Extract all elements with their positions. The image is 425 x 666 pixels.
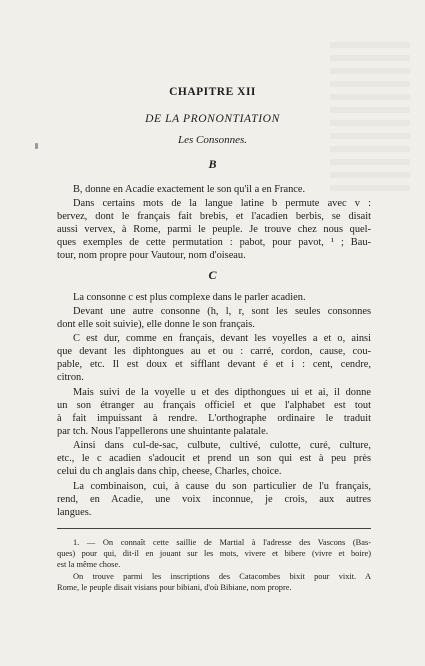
text-line: tour, nom propre pour Vautour, nom d'oiseau. — [57, 250, 246, 262]
text-line: La consonne c est plus complexe dans le parler acadien. — [73, 292, 306, 303]
text-line: B, donne en Acadie exactement le son qu'il a en France. — [73, 184, 306, 195]
text-line: etc., le c acadien s'adoucit et prend un son qui est à peu près — [57, 453, 371, 465]
paragraph-c-4 — [57, 386, 371, 438]
text-line: citron. — [57, 372, 84, 384]
text-line: pable, etc. Il est doux et sifflant devant é et i : cent, cendre, — [57, 359, 371, 371]
text-line: ques exemples de cette permutation : pabot, pour pavot, ¹ ; Bau- — [57, 237, 371, 249]
text-line: Mais suivi de la voyelle u et des dipthongues ui et ai, il donne — [73, 387, 371, 398]
footnote-divider — [57, 528, 371, 529]
subsection-heading: Les Consonnes. — [177, 134, 248, 146]
text-line: celui du ch anglais dans chip, cheese, Charles, choice. — [57, 466, 282, 478]
paragraph-b-1 — [57, 183, 371, 196]
text-line: bervez, dont le français fait brebis, et l'acadien berbis, se disait — [57, 211, 371, 223]
footnote-line: 1. — On connaît cette saillie de Martial à l'adresse des Vascons (Bas- — [73, 538, 371, 547]
footnote-1 — [57, 537, 371, 570]
footnote-line: ques) pour qui, dit-il en jouant sur les mots, vivere et bibere (vivre et boire) — [57, 549, 371, 558]
paragraph-c-2 — [57, 305, 371, 331]
text-line: que devant les diphtongues au et ou : carré, cordon, cause, cou- — [57, 346, 371, 358]
chapter-heading: CHAPITRE XII — [169, 86, 256, 98]
text-line: par tch. Nous l'appellerons une shuintante palatale. — [57, 426, 269, 438]
paragraph-c-5 — [57, 439, 371, 478]
paragraph-c-3 — [57, 332, 371, 384]
text-line: Dans certains mots de la langue latine b permute avec v : — [73, 198, 371, 209]
paragraph-c-1 — [57, 291, 371, 304]
section-heading: DE LA PRONONTIATION — [145, 113, 280, 125]
paragraph-c-6 — [57, 480, 371, 519]
footnote-line: On trouve parmi les inscriptions des Catacombes bixit pour vixit. A — [73, 572, 371, 581]
text-line: Devant une autre consonne (h, l, r, sont les seules consonnes — [73, 306, 371, 317]
footnote-2 — [57, 571, 371, 593]
text-line: un son étranger au français officiel et que l'alphabet est tout — [57, 400, 371, 412]
letter-heading-b: B — [208, 157, 217, 171]
text-line: à fait impuissant à rendre. L'orthographe ordinaire le traduit — [57, 413, 371, 425]
footnote-line: Rome, le peuple disait visians pour bibiani, d'où Bibiane, nom propre. — [57, 583, 292, 592]
text-line: Ainsi dans cul-de-sac, culbute, cultivé, culotte, curé, culture, — [73, 440, 371, 451]
text-line: langues. — [57, 507, 92, 519]
text-line: La combinaison, cui, à cause du son particulier de l'u français, — [73, 481, 371, 492]
text-line: C est dur, comme en français, devant les voyelles a et o, ainsi — [73, 333, 371, 344]
footnote-line: est la même chose. — [57, 560, 121, 569]
text-line: dont elle soit suivie), elle donne le son français. — [57, 319, 255, 331]
text-line: rend, en Acadie, une voix inconnue, je crois, aux autres — [57, 494, 371, 506]
letter-heading-c: C — [208, 268, 217, 282]
text-line: aussi vervex, à Rome, parmi le peuple. Je trouve chez nous quel- — [57, 224, 371, 236]
paragraph-b-2 — [57, 197, 371, 262]
